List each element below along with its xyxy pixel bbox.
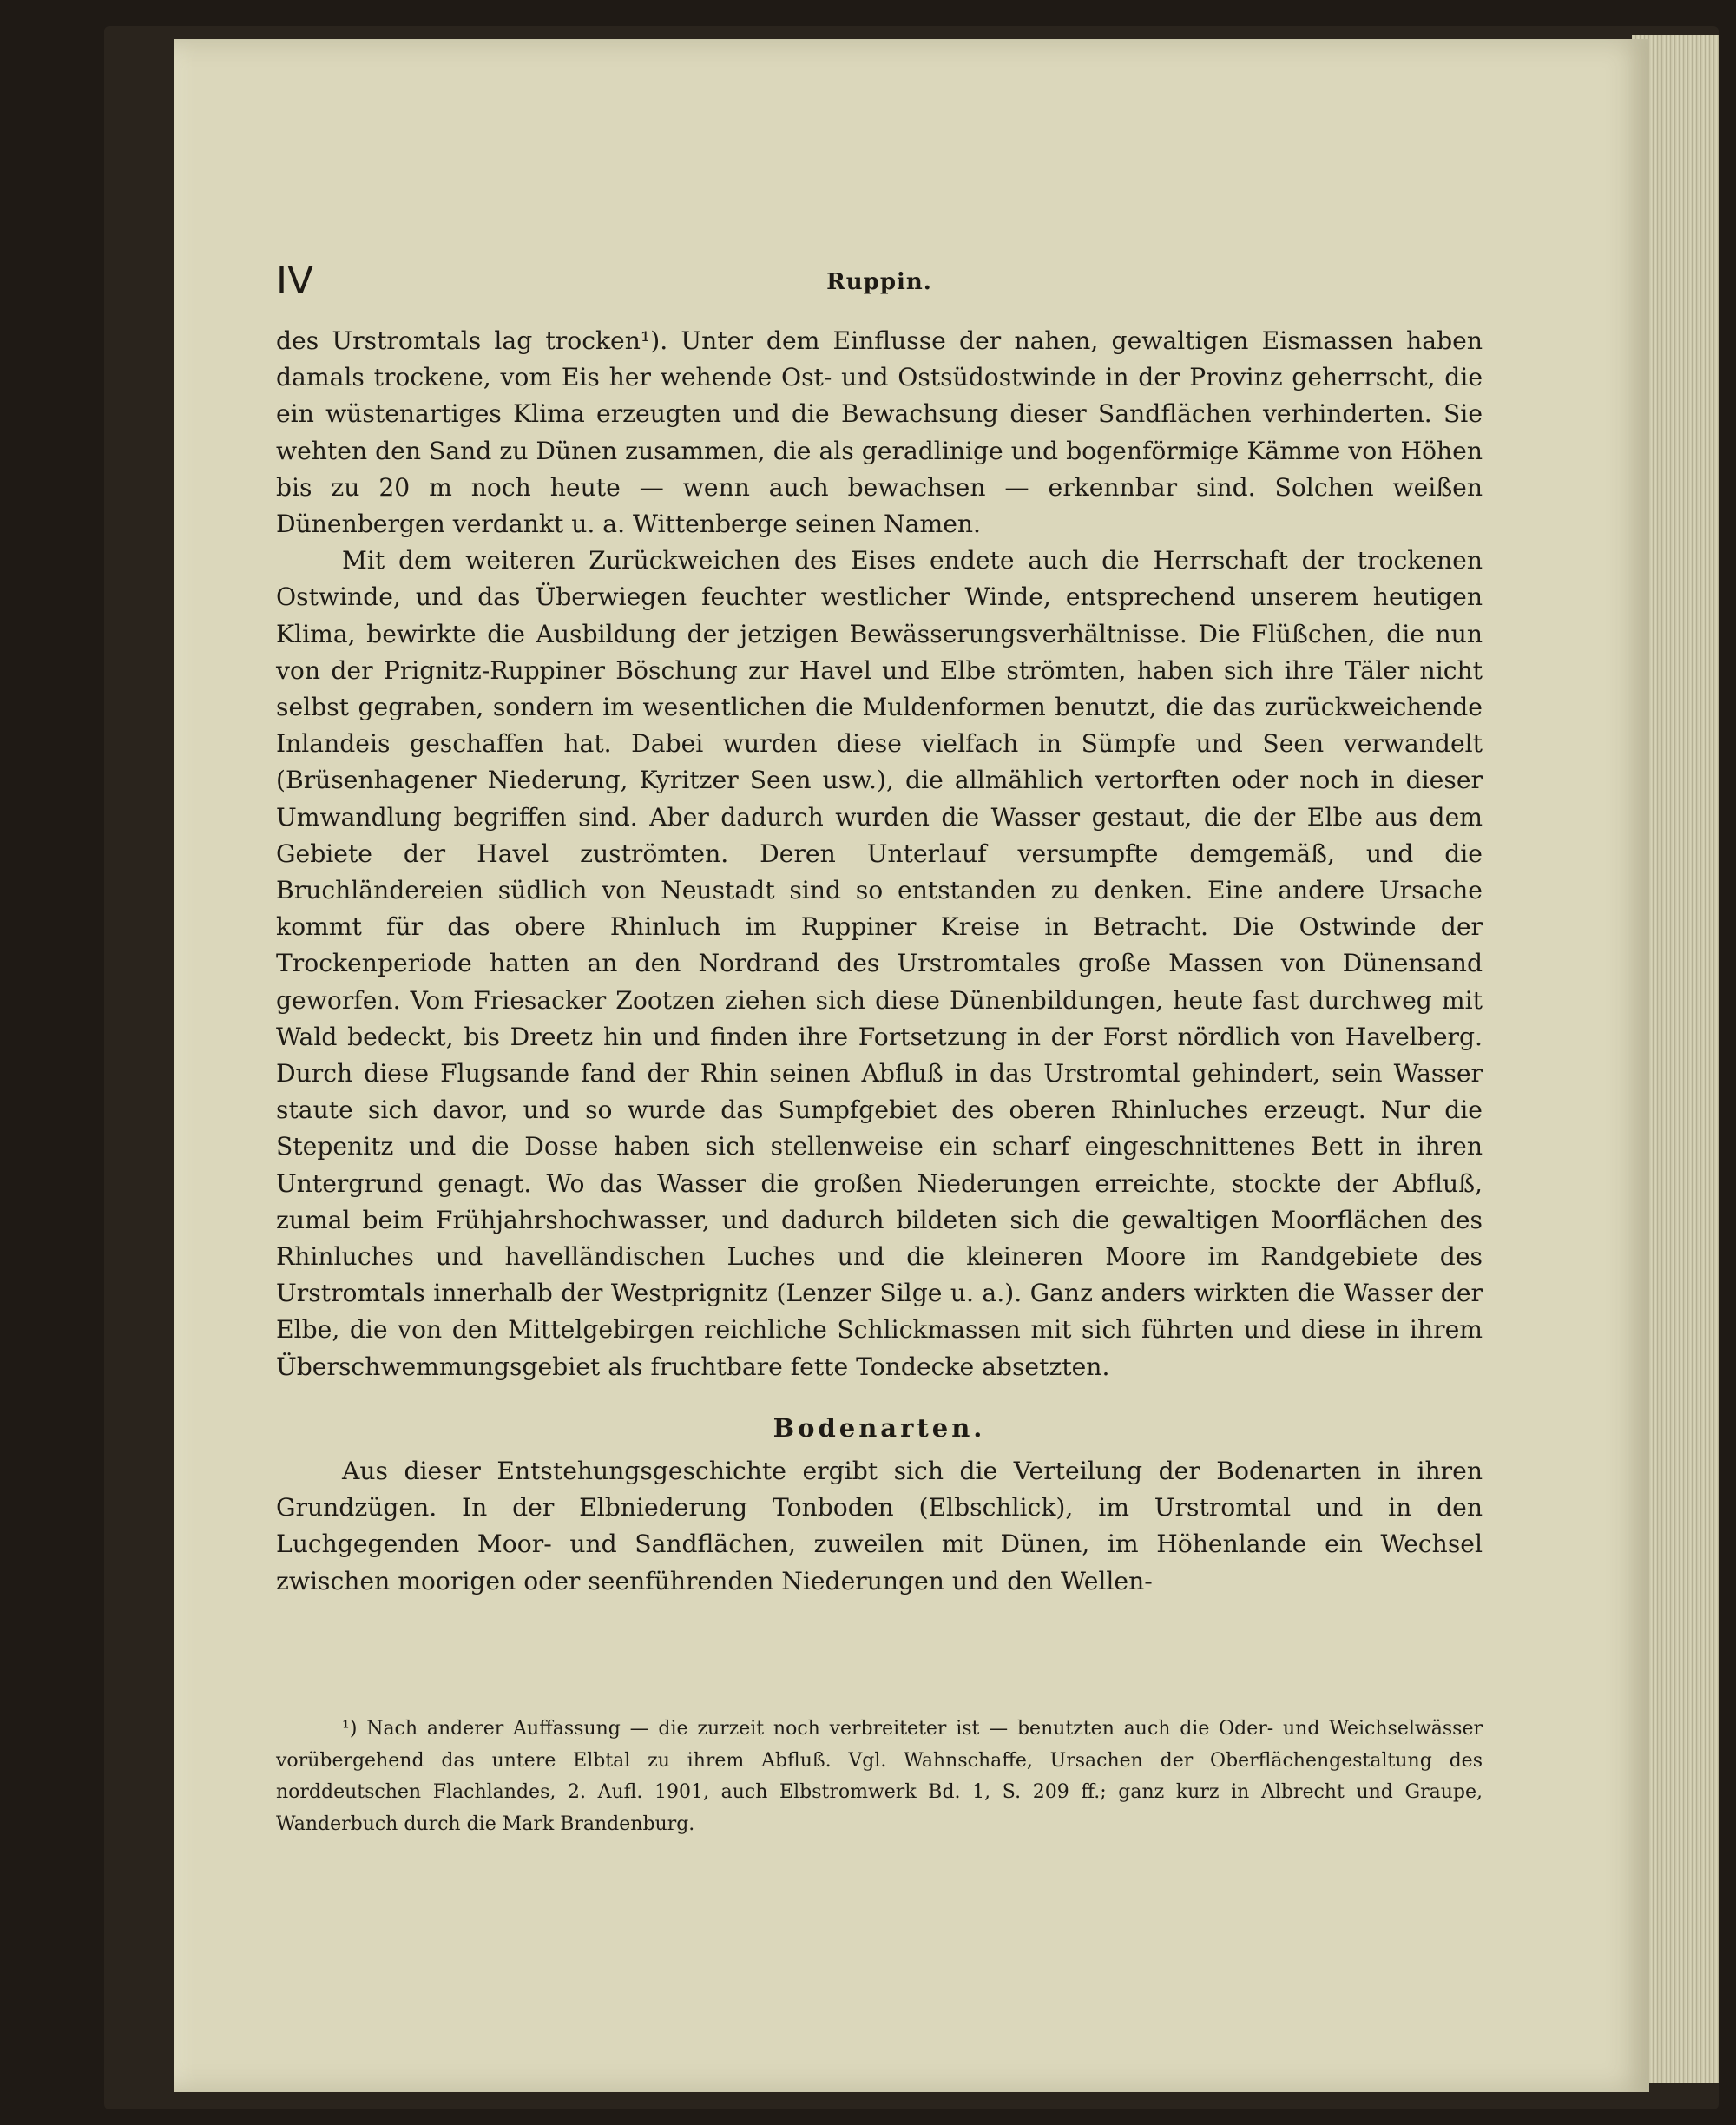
paragraph-3: Aus dieser Entstehungsgeschichte ergibt sich die Verteilung der Bodenarten in ihren Grundzügen. In der Elbniederung Tonboden (Elbschlick), im Urstromtal und in den Luchgegenden Moor- und Sandflächen, zuweilen mit Dünen, im Höhenlande ein Wechsel zwischen moorigen oder seenführenden Niederungen und den Wellen-	[276, 1456, 1483, 1595]
running-head: Ruppin.	[826, 269, 932, 295]
paragraph-2: Mit dem weiteren Zurückweichen des Eises endete auch die Herrschaft der trockenen Ostwinde, und das Überwiegen feuchter westlicher Winde, entsprechend unserem heutigen Klima, bewirkte die Ausbildung der jetzigen Bewässerungsverhältnisse. Die Flüßchen, die nun von der Prignitz-Ruppiner Böschung zur Havel und Elbe strömten, haben sich ihre Täler nicht selbst gegraben, sondern im wesentlichen die Muldenformen benutzt, die das zurückweichende Inlandeis geschaffen hat. Dabei wurden diese vielfach in Sümpfe und Seen verwandelt (Brüsenhagener Niederung, Kyritzer Seen usw.), die allmählich vertorften oder noch in dieser Umwandlung begriffen sind. Aber dadurch wurden die Wasser gestaut, die der Elbe aus dem Gebiete der Havel zuströmten. Deren Unterlauf versumpfte demgemäß, und die Bruchländereien südlich von Neustadt sind so entstanden zu denken. Eine andere Ursache kommt für das obere Rhinluch im Ruppiner Kreise in Betracht. Die Ostwinde der Trockenperiode hatten an den Nordrand des Urstromtales große Massen von Dünensand geworfen. Vom Friesacker Zootzen ziehen sich diese Dünenbildungen, heute fast durchweg mit Wald bedeckt, bis Dreetz hin und finden ihre Fortsetzung in der Forst nördlich von Havelberg. Durch diese Flugsande fand der Rhin seinen Abfluß in das Urstromtal gehindert, sein Wasser staute sich davor, und so wurde das Sumpfgebiet des oberen Rhinluches erzeugt. Nur die Stepenitz und die Dosse haben sich stellenweise ein scharf eingeschnittenes Bett in ihren Untergrund genagt. Wo das Wasser die großen Niederungen erreichte, stockte der Abfluß, zumal beim Frühjahrshochwasser, und dadurch bildeten sich die gewaltigen Moorflächen des Rhinluches und havelländischen Luches und die kleineren Moore im Randgebiete des Urstromtals innerhalb der Westprignitz (Lenzer Silge u. a.). Ganz anders wirkten die Wasser der Elbe, die von den Mittelgebirgen reichliche Schlickmassen mit sich führten und diese in ihrem Überschwemmungsgebiet als fruchtbare fette Tondecke absetzten.	[276, 546, 1483, 1381]
footnote-1: ¹) Nach anderer Auffassung — die zurzeit noch verbreiteter ist — benutzten auch die Oder- und Weichselwässer vorübergehend das untere Elbtal zu ihrem Abfluß. Vgl. Wahnschaffe, Ursachen der Oberflächengestaltung des norddeutschen Flachlandes, 2. Aufl. 1901, auch Elbstromwerk Bd. 1, S. 209 ff.; ganz kurz in Albrecht und Graupe, Wanderbuch durch die Mark Brandenburg.	[276, 1718, 1483, 1835]
footnotes	[276, 1714, 1483, 1840]
page-number: IV	[276, 259, 314, 303]
section-heading: Bodenarten.	[773, 1412, 986, 1443]
body-text	[276, 323, 1483, 1600]
page-header	[276, 259, 1483, 311]
paragraph-1: des Urstromtals lag trocken¹). Unter dem Einflusse der nahen, gewaltigen Eismassen haben damals trockene, vom Eis her wehende Ost- und Ostsüdostwinde in der Provinz geherrscht, die ein wüstenartiges Klima erzeugten und die Bewachsung dieser Sandflächen verhinderten. Sie wehten den Sand zu Dünen zusammen, die als geradlinige und bogenförmige Kämme von Höhen bis zu 20 m noch heute — wenn auch bewachsen — erkennbar sind. Solchen weißen Dünenbergen verdankt u. a. Wittenberge seinen Namen.	[276, 326, 1483, 539]
